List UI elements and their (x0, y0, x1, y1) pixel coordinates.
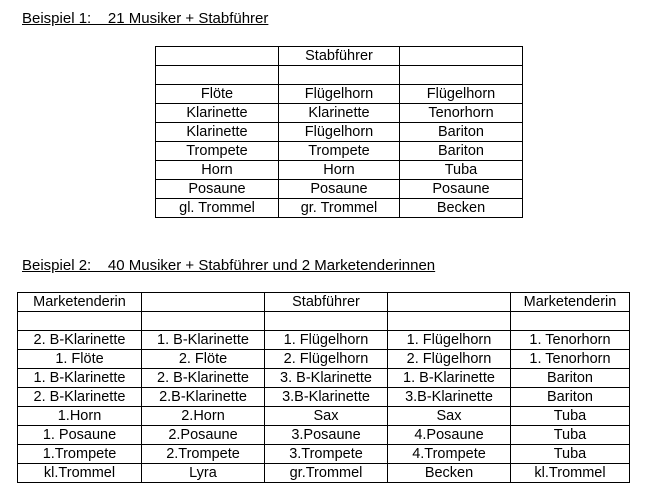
table-cell (142, 293, 265, 312)
table-cell: 1. B-Klarinette (142, 331, 265, 350)
table-row (156, 85, 523, 104)
table-row (156, 161, 523, 180)
table-cell: 1.Horn (18, 407, 142, 426)
table-cell (142, 312, 265, 331)
table-cell (279, 66, 400, 85)
table-cell (400, 66, 523, 85)
table-cell: Stabführer (279, 47, 400, 66)
table-row (156, 199, 523, 218)
table-cell: Tuba (511, 445, 630, 464)
table-cell: kl.Trommel (511, 464, 630, 483)
table-cell: 2. B-Klarinette (18, 331, 142, 350)
table-cell: 1. Flöte (18, 350, 142, 369)
example1-heading: Beispiel 1: 21 Musiker + Stabführer (22, 10, 269, 27)
table-cell: Flügelhorn (400, 85, 523, 104)
table-cell: Becken (388, 464, 511, 483)
table-cell: Klarinette (156, 123, 279, 142)
table-cell: 4.Posaune (388, 426, 511, 445)
table-cell: 2. Flügelhorn (265, 350, 388, 369)
table-cell: Posaune (156, 180, 279, 199)
table-cell: 1.Trompete (18, 445, 142, 464)
table-cell: gr. Trommel (279, 199, 400, 218)
table-cell: 1. B-Klarinette (18, 369, 142, 388)
table-cell: Flügelhorn (279, 85, 400, 104)
table-cell: Tuba (511, 407, 630, 426)
table-row (156, 123, 523, 142)
table-cell: 4.Trompete (388, 445, 511, 464)
table-cell: 2.Horn (142, 407, 265, 426)
table-cell: Flügelhorn (279, 123, 400, 142)
table-cell (156, 66, 279, 85)
table-cell: Bariton (400, 142, 523, 161)
table-cell: 2.Posaune (142, 426, 265, 445)
table-row (156, 142, 523, 161)
table-row (156, 104, 523, 123)
table-cell: 3.Trompete (265, 445, 388, 464)
table-cell: 3.B-Klarinette (265, 388, 388, 407)
table-cell: Marketenderin (511, 293, 630, 312)
table-cell: Bariton (400, 123, 523, 142)
table-cell: kl.Trommel (18, 464, 142, 483)
table-cell: Sax (388, 407, 511, 426)
table-cell: Tenorhorn (400, 104, 523, 123)
table-cell: Bariton (511, 388, 630, 407)
table-cell: 1. B-Klarinette (388, 369, 511, 388)
table-cell: Becken (400, 199, 523, 218)
table-cell: Bariton (511, 369, 630, 388)
table-cell: Sax (265, 407, 388, 426)
table-cell: 1. Tenorhorn (511, 350, 630, 369)
table-row (18, 407, 630, 426)
table-cell: 1. Flügelhorn (388, 331, 511, 350)
table-cell: 3.B-Klarinette (388, 388, 511, 407)
table-cell: Lyra (142, 464, 265, 483)
table-cell: 2. Flöte (142, 350, 265, 369)
table-cell: Tuba (400, 161, 523, 180)
table-row (18, 312, 630, 331)
example2-formation-table (17, 292, 630, 483)
table-cell: 3. B-Klarinette (265, 369, 388, 388)
example1-formation-table (155, 46, 523, 218)
table-cell: Flöte (156, 85, 279, 104)
table-row (18, 426, 630, 445)
table-cell: Trompete (156, 142, 279, 161)
table-cell: Horn (279, 161, 400, 180)
table-cell: 3.Posaune (265, 426, 388, 445)
table-cell: Posaune (279, 180, 400, 199)
table-row (18, 369, 630, 388)
table-cell (156, 47, 279, 66)
table-cell (511, 312, 630, 331)
table-cell: 1. Flügelhorn (265, 331, 388, 350)
table-cell: Posaune (400, 180, 523, 199)
table-row (18, 293, 630, 312)
table-cell (400, 47, 523, 66)
table-cell: 2.B-Klarinette (142, 388, 265, 407)
table-row (18, 331, 630, 350)
table-row (18, 464, 630, 483)
table-cell: 1. Tenorhorn (511, 331, 630, 350)
table-row (18, 388, 630, 407)
table-cell (18, 312, 142, 331)
table-cell: Klarinette (156, 104, 279, 123)
table-cell: 1. Posaune (18, 426, 142, 445)
table-cell: Tuba (511, 426, 630, 445)
table-row (18, 445, 630, 464)
table-cell: Klarinette (279, 104, 400, 123)
table-cell: Stabführer (265, 293, 388, 312)
table-cell: Trompete (279, 142, 400, 161)
table-cell: 2. B-Klarinette (18, 388, 142, 407)
table-cell (388, 293, 511, 312)
example2-heading: Beispiel 2: 40 Musiker + Stabführer und 2 Marketenderinnen (22, 257, 436, 274)
table-cell: Marketenderin (18, 293, 142, 312)
table-row (18, 350, 630, 369)
table-cell: 2. B-Klarinette (142, 369, 265, 388)
table-row (156, 66, 523, 85)
table-cell: gr.Trommel (265, 464, 388, 483)
table-cell: Horn (156, 161, 279, 180)
table-cell: 2. Flügelhorn (388, 350, 511, 369)
table-cell (388, 312, 511, 331)
table-cell: 2.Trompete (142, 445, 265, 464)
table-cell (265, 312, 388, 331)
table-cell: gl. Trommel (156, 199, 279, 218)
table-row (156, 47, 523, 66)
table-row (156, 180, 523, 199)
